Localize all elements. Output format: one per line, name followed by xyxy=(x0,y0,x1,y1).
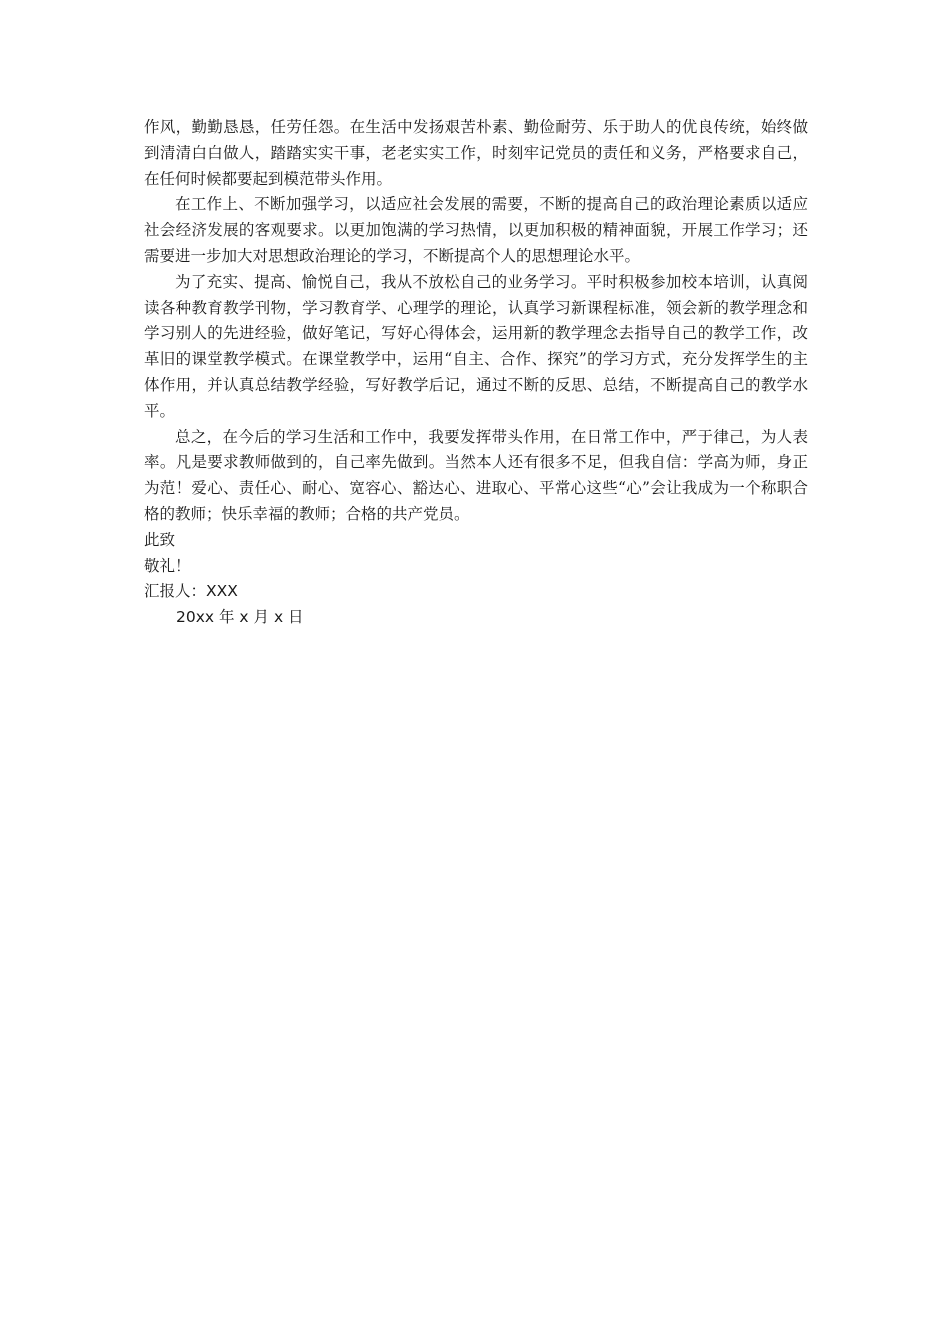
paragraph-4: 总之，在今后的学习生活和工作中，我要发挥带头作用，在日常工作中，严于律己，为人表率。凡是要求教师做到的，自己率先做到。当然本人还有很多不足，但我自信：学高为师，身正为范！爱心、责任心、耐心、宽容心、豁达心、进取心、平常心这些“心”会让我成为一个称职合格的教师；快乐幸福的教师；合格的共产党员。 xyxy=(144,427,808,523)
paragraph-2: 在工作上、不断加强学习，以适应社会发展的需要，不断的提高自己的政治理论素质以适应社会经济发展的客观要求。以更加饱满的学习热情，以更加积极的精神面貌，开展工作学习；还需要进一步加大对思想政治理论的学习，不断提高个人的思想理论水平。 xyxy=(144,195,808,265)
paragraph-3: 为了充实、提高、愉悦自己，我从不放松自己的业务学习。平时积极参加校本培训，认真阅读各种教育教学刊物，学习教育学、心理学的理论，认真学习新课程标准，领会新的教学理念和学习别人的先进经验，做好笔记，写好心得体会，运用新的教学理念去指导自己的教学工作，改革旧的课堂教学模式。在课堂教学中，运用“自主、合作、探究”的学习方式，充分发挥学生的主体作用，并认真总结教学经验，写好教学后记，通过不断的反思、总结，不断提高自己的教学水平。 xyxy=(144,272,808,420)
document-body xyxy=(144,115,808,631)
closing-greeting-2: 敬礼！ xyxy=(144,556,191,575)
date-line: 20xx 年 x 月 x 日 xyxy=(176,608,304,627)
closing-greeting-1: 此致 xyxy=(144,530,176,549)
reporter-line: 汇报人：XXX xyxy=(144,582,238,601)
paragraph-1: 作风，勤勤恳恳，任劳任怨。在生活中发扬艰苦朴素、勤俭耐劳、乐于助人的优良传统，始终做到清清白白做人，踏踏实实干事，老老实实工作，时刻牢记党员的责任和义务，严格要求自己，在任何时候都要起到模范带头作用。 xyxy=(144,118,808,188)
